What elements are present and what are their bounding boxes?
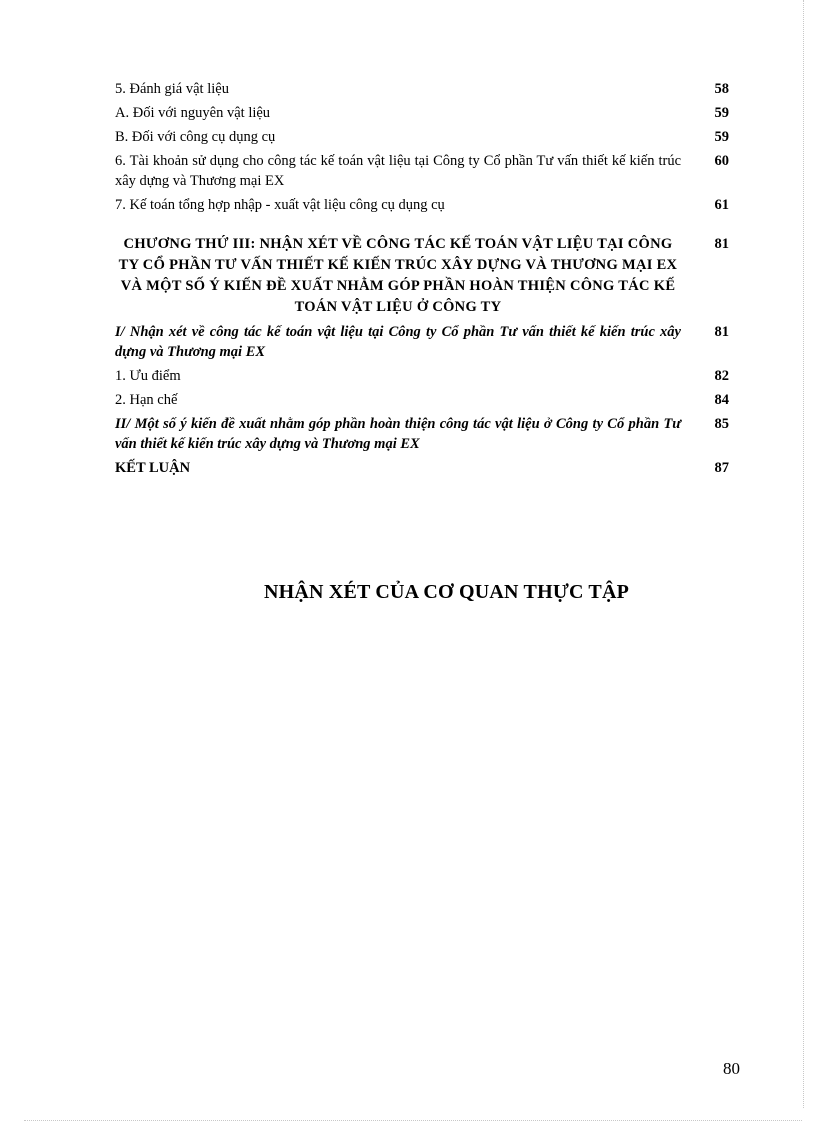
toc-section-1 xyxy=(115,322,729,362)
section-heading: NHẬN XÉT CỦA CƠ QUAN THỰC TẬP xyxy=(263,581,630,603)
toc-chapter-title: CHƯƠNG THỨ III: NHẬN XÉT VỀ CÔNG TÁC KẾ TOÁN VẬT LIỆU TẠI CÔNG TY CỔ PHẦN TƯ VẤN THIẾT KẾ KIẾN TRÚC XÂY DỰNG VÀ THƯƠNG MẠI EX VÀ MỘT SỐ Ý KIẾN ĐỀ XUẤT NHẰM GÓP PHẦN HOÀN THIỆN CÔNG TÁC KẾ TOÁN VẬT LIỆU Ở CÔNG TY xyxy=(118,236,678,315)
toc-entry-text: 5. Đánh giá vật liệu xyxy=(115,81,229,97)
toc-entry-page: 58 xyxy=(714,81,729,97)
toc-section-title: I/ Nhận xét về công tác kế toán vật liệu tại Công ty Cổ phần Tư vấn thiết kế kiến trúc xây dựng và Thương mại EX xyxy=(115,324,681,360)
toc-entry-text: A. Đối với nguyên vật liệu xyxy=(115,105,271,121)
toc-conclusion-title: KẾT LUẬN xyxy=(115,460,191,476)
toc-entry-page: 82 xyxy=(714,368,729,384)
toc-chapter-3 xyxy=(115,234,729,318)
toc-entry-page: 59 xyxy=(714,105,729,121)
toc-section-title: II/ Một số ý kiến đề xuất nhằm góp phần hoàn thiện công tác vật liệu ở Công ty Cổ phần Tư vấn thiết kế kiến trúc xây dựng và Thương mại EX xyxy=(115,416,681,452)
toc-entry-uu-diem xyxy=(115,366,729,386)
toc-section-2 xyxy=(115,414,729,454)
page-border-bottom xyxy=(24,1120,802,1121)
table-of-contents xyxy=(115,79,729,482)
toc-entry-5a xyxy=(115,103,729,123)
toc-entry-5b xyxy=(115,127,729,147)
toc-entry-text: 7. Kế toán tổng hợp nhập - xuất vật liệu công cụ dụng cụ xyxy=(115,197,445,213)
toc-conclusion xyxy=(115,458,729,478)
toc-entry-han-che xyxy=(115,390,729,410)
toc-entry-text: 6. Tài khoản sử dụng cho công tác kế toán vật liệu tại Công ty Cổ phần Tư vấn thiết kế kiến trúc xây dựng và Thương mại EX xyxy=(115,153,681,189)
toc-entry-6 xyxy=(115,151,729,191)
toc-entry-5 xyxy=(115,79,729,99)
toc-entry-page: 81 xyxy=(714,236,729,252)
toc-entry-page: 85 xyxy=(714,416,729,432)
page-border-right xyxy=(803,0,804,1108)
toc-entry-page: 59 xyxy=(714,129,729,145)
toc-entry-page: 61 xyxy=(714,197,729,213)
toc-entry-text: 2. Hạn chế xyxy=(115,392,178,408)
toc-entry-page: 81 xyxy=(714,324,729,340)
toc-entry-page: 60 xyxy=(714,153,729,169)
toc-entry-7 xyxy=(115,195,729,215)
toc-entry-text: 1. Ưu điểm xyxy=(115,368,181,384)
toc-entry-text: B. Đối với công cụ dụng cụ xyxy=(115,129,276,145)
toc-entry-page: 84 xyxy=(714,392,729,408)
page-number: 80 xyxy=(723,1059,740,1078)
toc-entry-page: 87 xyxy=(714,460,729,476)
